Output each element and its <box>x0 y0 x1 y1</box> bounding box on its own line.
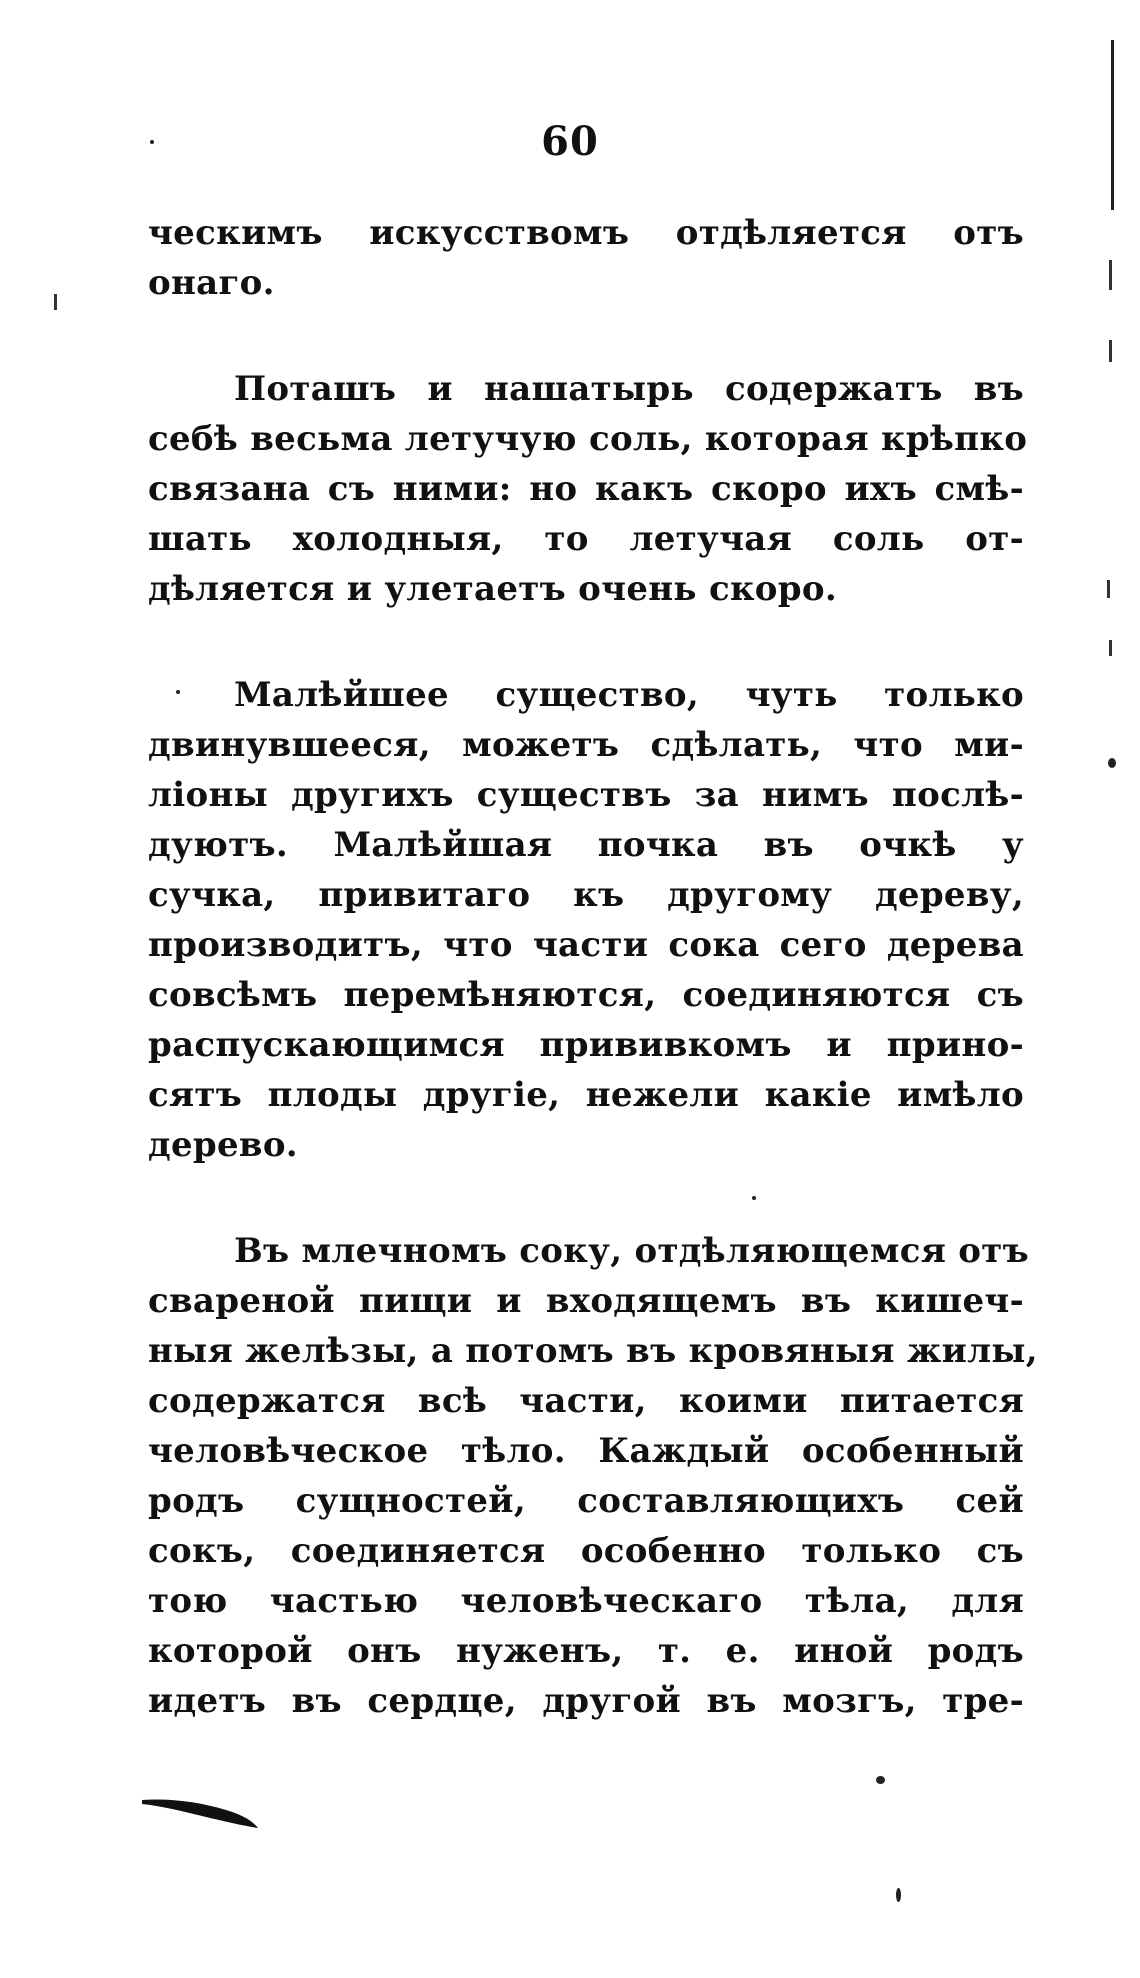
text-line: ліоны другихъ существъ за нимъ послѣ- <box>148 775 1024 815</box>
scan-speck <box>150 140 154 144</box>
scan-edge-mark <box>54 294 57 310</box>
text-line: себѣ весьма летучую соль, которая крѣпко <box>148 419 1028 459</box>
scan-speck <box>876 1776 885 1784</box>
text-line: свареной пищи и входящемъ въ кишеч- <box>148 1281 1024 1321</box>
text-line: родъ сущностей, составляющихъ сей <box>148 1481 1024 1521</box>
text-line: дерево. <box>148 1125 298 1165</box>
text-line: двинувшееся, можетъ сдѣлать, что ми- <box>148 725 1024 765</box>
text-line: тою частью человѣческаго тѣла, для <box>148 1581 1024 1621</box>
text-line: связана съ ними: но какъ скоро ихъ смѣ- <box>148 469 1024 509</box>
text-line: ческимъ искусствомъ отдѣляется отъ <box>148 213 1024 253</box>
text-line: совсѣмъ перемѣняются, соединяются съ <box>148 975 1024 1015</box>
text-line: шать холодныя, то летучая соль от- <box>148 519 1024 559</box>
paragraph <box>148 364 1028 614</box>
text-line: сучка, привитаго къ другому дереву, <box>148 875 1024 915</box>
text-line: Поташъ и нашатырь содержатъ въ <box>234 369 1024 409</box>
scan-speck <box>896 1888 901 1902</box>
text-line: которой онъ нуженъ, т. е. иной родъ <box>148 1631 1024 1671</box>
scan-edge-mark <box>1109 260 1112 290</box>
ink-blot <box>140 1796 260 1830</box>
paragraph <box>148 670 1024 1170</box>
scan-speck <box>176 690 180 694</box>
scan-speck <box>752 1196 756 1200</box>
page-number: 60 <box>541 118 599 165</box>
paragraph <box>148 208 1024 308</box>
text-line: Въ млечномъ соку, отдѣляющемся отъ <box>234 1231 1029 1271</box>
text-line: дѣляется и улетаетъ очень скоро. <box>148 569 837 609</box>
text-line: онаго. <box>148 263 275 303</box>
text-line: Малѣйшее существо, чуть только <box>234 675 1024 715</box>
text-line: производитъ, что части сока сего дерева <box>148 925 1024 965</box>
text-line: идетъ въ сердце, другой въ мозгъ, тре- <box>148 1681 1024 1721</box>
text-line: ныя желѣзы, а потомъ въ кровяныя жилы, <box>148 1331 1038 1371</box>
text-line: распускающимся прививкомъ и прино- <box>148 1025 1024 1065</box>
paragraph <box>148 1226 1038 1726</box>
scan-edge-line <box>1111 40 1114 210</box>
text-line: дуютъ. Малѣйшая почка въ очкѣ у <box>148 825 1024 865</box>
text-line: содержатся всѣ части, коими питается <box>148 1381 1024 1421</box>
scan-speck <box>1108 758 1116 768</box>
scan-edge-mark <box>1107 580 1110 598</box>
scan-edge-mark <box>1109 340 1112 362</box>
text-line: сятъ плоды другіе, нежели какіе имѣло <box>148 1075 1024 1115</box>
scan-edge-mark <box>1109 640 1112 656</box>
text-line: человѣческое тѣло. Каждый особенный <box>148 1431 1024 1471</box>
body-text <box>148 208 1038 1726</box>
text-line: сокъ, соединяется особенно только съ <box>148 1531 1024 1571</box>
